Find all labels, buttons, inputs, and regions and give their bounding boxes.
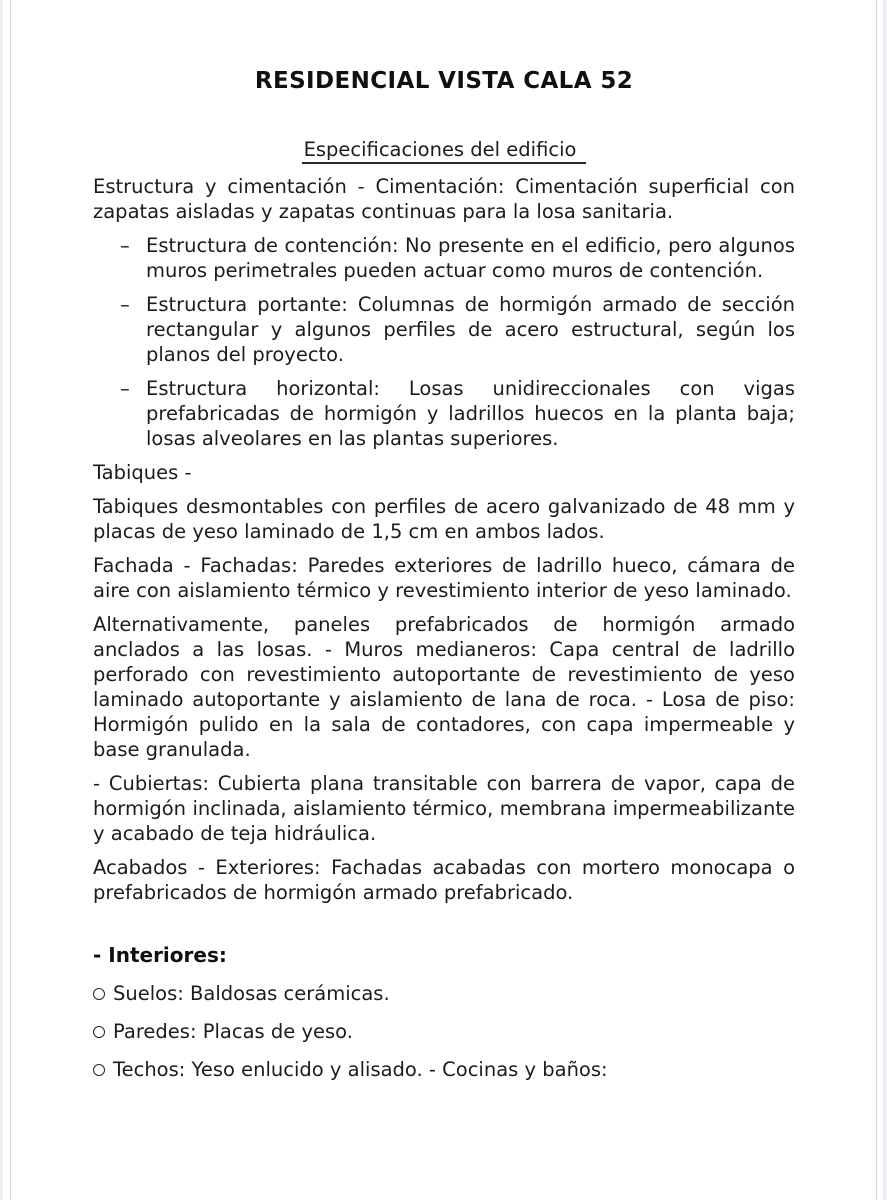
dash-bullet-list: [93, 233, 795, 451]
list-item-text: Paredes: Placas de yeso.: [113, 1020, 353, 1043]
page-edge-line-left: [10, 0, 11, 1200]
dash-bullet-marker: –: [120, 293, 130, 316]
document-title: RESIDENCIAL VISTA CALA 52: [254, 68, 634, 94]
circle-bullet-icon: [93, 988, 105, 1000]
paragraph-cubiertas: - Cubiertas: Cubierta plana transitable con barrera de vapor, capa de hormigón inclinada, aislamiento térmico, membrana impermeabilizante y acabado de teja hidráulica.: [93, 772, 795, 845]
list-item: [120, 376, 795, 451]
dash-bullet-marker: –: [120, 377, 130, 400]
paragraph-intro: Estructura y cimentación - Cimentación: Cimentación superficial con zapatas aisladas y zapatas continuas para la losa sanitaria.: [93, 175, 795, 223]
interiors-heading: - Interiores:: [93, 943, 227, 967]
section-heading: [93, 138, 795, 162]
dash-bullet-marker: –: [120, 234, 130, 257]
paragraph-acabados: Acabados - Exteriores: Fachadas acabadas con mortero monocapa o prefabricados de hormigón armado prefabricado.: [93, 856, 795, 904]
list-item: [93, 1019, 795, 1044]
paragraph-fachada: Fachada - Fachadas: Paredes exteriores de ladrillo hueco, cámara de aire con aislamiento térmico y revestimiento interior de yeso laminado.: [93, 554, 795, 602]
page-edge-strip-left: [0, 0, 3, 1200]
section-heading-text: Especificaciones del edificio: [302, 138, 587, 164]
circle-bullet-icon: [93, 1026, 105, 1038]
list-item: [120, 233, 795, 283]
list-item: [93, 1057, 795, 1082]
circle-bullet-list: [93, 981, 795, 1082]
paragraph-alternativamente: Alternativamente, paneles prefabricados de hormigón armado anclados a las losas. - Muros medianeros: Capa central de ladrillo perforado con revestimiento autoportante de revestimiento de yeso laminado autoportante y aislamiento de lana de roca. - Losa de piso: Hormigón pulido en la sala de contadores, con capa impermeable y base granulada.: [93, 613, 795, 761]
list-item: [120, 292, 795, 367]
list-item-text: Estructura horizontal: Losas unidireccionales con vigas prefabricadas de hormigón y ladrillos huecos en la planta baja; losas alveolares en las plantas superiores.: [146, 377, 795, 450]
list-item-text: Suelos: Baldosas cerámicas.: [113, 982, 390, 1005]
circle-bullet-icon: [93, 1064, 105, 1076]
paragraph-tabiques: Tabiques -: [93, 461, 192, 484]
list-item-text: Estructura portante: Columnas de hormigón armado de sección rectangular y algunos perfiles de acero estructural, según los planos del proyecto.: [146, 293, 795, 366]
list-item-text: Techos: Yeso enlucido y alisado. - Cocinas y baños:: [113, 1058, 608, 1081]
page-edge-line-right: [876, 0, 877, 1200]
list-item: [93, 981, 795, 1006]
list-item-text: Estructura de contención: No presente en el edificio, pero algunos muros perimetrales pueden actuar como muros de contención.: [146, 234, 795, 282]
page-edge-strip-right: [883, 0, 887, 1200]
paragraph-tabiques-detail: Tabiques desmontables con perfiles de acero galvanizado de 48 mm y placas de yeso laminado de 1,5 cm en ambos lados.: [93, 495, 795, 543]
